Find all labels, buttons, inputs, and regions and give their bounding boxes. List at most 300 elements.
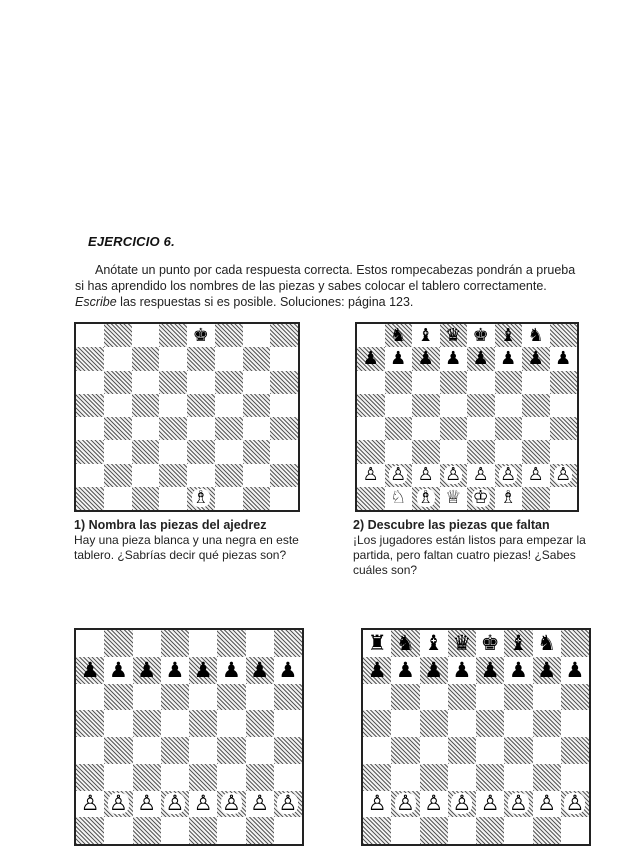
- board-square: [467, 417, 495, 440]
- board-square: [476, 764, 504, 791]
- board-square: [187, 464, 215, 487]
- black-pawn-icon: ♟: [417, 347, 434, 369]
- board-square: [76, 817, 104, 844]
- board-square: [215, 464, 243, 487]
- board-square: [495, 464, 523, 487]
- white-pawn-icon: ♙: [221, 791, 241, 816]
- board-square: [76, 417, 104, 440]
- board-square: [76, 737, 104, 764]
- black-king-icon: ♚: [472, 324, 489, 346]
- board-square: [76, 487, 104, 510]
- board-square: [270, 324, 298, 347]
- board-square: [476, 791, 504, 818]
- board-square: [357, 347, 385, 370]
- black-pawn-icon: ♟: [362, 347, 379, 369]
- board-square: [104, 440, 132, 463]
- black-pawn-icon: ♟: [565, 657, 585, 682]
- board-square: [448, 710, 476, 737]
- board-square: [363, 817, 391, 844]
- board-square: [476, 657, 504, 684]
- exercise-title: EJERCICIO 6.: [88, 234, 175, 249]
- board-square: [467, 440, 495, 463]
- white-pawn-icon: ♙: [500, 464, 517, 486]
- white-pawn-icon: ♙: [445, 464, 462, 486]
- board-square: [132, 324, 160, 347]
- board-square: [385, 417, 413, 440]
- board-square: [217, 684, 245, 711]
- board-square: [189, 657, 217, 684]
- board-square: [420, 764, 448, 791]
- board-square: [187, 440, 215, 463]
- board-square: [391, 817, 419, 844]
- board-square: [270, 371, 298, 394]
- board-square: [385, 324, 413, 347]
- white-pawn-icon: ♙: [367, 791, 387, 816]
- board-square: [385, 394, 413, 417]
- black-pawn-icon: ♟: [500, 347, 517, 369]
- board-square: [217, 737, 245, 764]
- board-square: [274, 710, 302, 737]
- board-square: [246, 630, 274, 657]
- board-square: [104, 817, 132, 844]
- black-pawn-icon: ♟: [537, 657, 557, 682]
- board-square: [357, 487, 385, 510]
- board-square: [274, 630, 302, 657]
- board-square: [391, 710, 419, 737]
- board-square: [357, 324, 385, 347]
- board-square: [215, 324, 243, 347]
- board-square: [412, 464, 440, 487]
- board-square: [533, 764, 561, 791]
- black-pawn-icon: ♟: [395, 657, 415, 682]
- board-square: [391, 737, 419, 764]
- board-square: [76, 464, 104, 487]
- board-square: [385, 347, 413, 370]
- board-square: [187, 324, 215, 347]
- black-bishop-icon: ♝: [508, 630, 528, 655]
- board-square: [215, 440, 243, 463]
- board-square: [270, 487, 298, 510]
- black-king-icon: ♚: [192, 324, 209, 346]
- board-square: [533, 657, 561, 684]
- white-pawn-icon: ♙: [452, 791, 472, 816]
- board-square: [495, 487, 523, 510]
- board-square: [76, 324, 104, 347]
- board-square: [243, 371, 271, 394]
- board-square: [561, 630, 589, 657]
- board-square: [133, 684, 161, 711]
- black-knight-icon: ♞: [395, 630, 415, 655]
- white-bishop-icon: ♗: [192, 487, 209, 509]
- board-square: [504, 630, 532, 657]
- board-square: [420, 817, 448, 844]
- board-square: [243, 347, 271, 370]
- board-square: [159, 394, 187, 417]
- board-square: [76, 371, 104, 394]
- board-square: [448, 684, 476, 711]
- board-square: [440, 487, 468, 510]
- black-pawn-icon: ♟: [527, 347, 544, 369]
- board-square: [104, 710, 132, 737]
- black-pawn-icon: ♟: [221, 657, 241, 682]
- board-square: [448, 737, 476, 764]
- board-square: [187, 394, 215, 417]
- black-pawn-icon: ♟: [555, 347, 572, 369]
- board-square: [391, 684, 419, 711]
- board-square: [246, 817, 274, 844]
- black-pawn-icon: ♟: [165, 657, 185, 682]
- white-pawn-icon: ♙: [390, 464, 407, 486]
- white-king-icon: ♔: [472, 487, 489, 509]
- white-pawn-icon: ♙: [278, 791, 298, 816]
- board-square: [467, 464, 495, 487]
- board-square: [187, 371, 215, 394]
- board-square: [412, 324, 440, 347]
- black-pawn-icon: ♟: [390, 347, 407, 369]
- board-square: [243, 464, 271, 487]
- board-puzzle-4: [361, 628, 591, 846]
- white-pawn-icon: ♙: [137, 791, 157, 816]
- black-pawn-icon: ♟: [80, 657, 100, 682]
- board-square: [550, 487, 578, 510]
- black-queen-icon: ♛: [445, 324, 462, 346]
- board-square: [533, 737, 561, 764]
- board-square: [412, 371, 440, 394]
- white-pawn-icon: ♙: [537, 791, 557, 816]
- board-square: [550, 417, 578, 440]
- board-square: [161, 684, 189, 711]
- board-square: [104, 764, 132, 791]
- board-square: [215, 347, 243, 370]
- board-square: [217, 657, 245, 684]
- board-square: [104, 371, 132, 394]
- board-square: [76, 394, 104, 417]
- board-square: [385, 371, 413, 394]
- board-square: [161, 737, 189, 764]
- puzzle-1-title: 1) Nombra las piezas del ajedrez: [74, 518, 267, 532]
- board-square: [561, 817, 589, 844]
- board-square: [533, 710, 561, 737]
- board-square: [550, 347, 578, 370]
- board-square: [246, 684, 274, 711]
- board-square: [412, 394, 440, 417]
- board-square: [561, 764, 589, 791]
- board-square: [104, 464, 132, 487]
- black-pawn-icon: ♟: [193, 657, 213, 682]
- board-square: [189, 764, 217, 791]
- board-square: [104, 791, 132, 818]
- white-pawn-icon: ♙: [108, 791, 128, 816]
- board-square: [550, 371, 578, 394]
- board-puzzle-1: [74, 322, 300, 512]
- exercise-intro: [75, 262, 585, 310]
- board-square: [420, 684, 448, 711]
- board-square: [246, 791, 274, 818]
- board-square: [522, 347, 550, 370]
- board-square: [561, 791, 589, 818]
- board-square: [76, 630, 104, 657]
- board-square: [132, 464, 160, 487]
- board-square: [495, 440, 523, 463]
- board-square: [274, 817, 302, 844]
- intro-emphasis: Escribe: [75, 295, 117, 309]
- board-square: [385, 440, 413, 463]
- white-knight-icon: ♘: [390, 487, 407, 509]
- white-pawn-icon: ♙: [80, 791, 100, 816]
- board-square: [159, 324, 187, 347]
- board-square: [440, 464, 468, 487]
- black-bishop-icon: ♝: [500, 324, 517, 346]
- black-pawn-icon: ♟: [367, 657, 387, 682]
- board-square: [385, 487, 413, 510]
- black-queen-icon: ♛: [452, 630, 472, 655]
- board-square: [243, 324, 271, 347]
- board-square: [561, 657, 589, 684]
- black-pawn-icon: ♟: [445, 347, 462, 369]
- board-square: [448, 791, 476, 818]
- board-square: [217, 630, 245, 657]
- board-square: [522, 417, 550, 440]
- board-square: [550, 324, 578, 347]
- board-square: [104, 657, 132, 684]
- board-square: [476, 630, 504, 657]
- board-square: [504, 710, 532, 737]
- black-knight-icon: ♞: [527, 324, 544, 346]
- board-square: [189, 737, 217, 764]
- board-square: [187, 487, 215, 510]
- board-square: [504, 817, 532, 844]
- board-square: [246, 710, 274, 737]
- board-square: [161, 817, 189, 844]
- puzzle-2-text: ¡Los jugadores están listos para empezar la partida, pero faltan cuatro piezas! ¿Sabes cuáles son?: [353, 533, 586, 577]
- intro-text-end: las respuestas si es posible. Soluciones: página 123.: [116, 295, 414, 309]
- board-square: [159, 347, 187, 370]
- board-square: [243, 417, 271, 440]
- board-square: [274, 657, 302, 684]
- board-square: [274, 791, 302, 818]
- board-square: [104, 417, 132, 440]
- board-square: [104, 324, 132, 347]
- board-square: [533, 630, 561, 657]
- board-square: [133, 657, 161, 684]
- board-square: [357, 464, 385, 487]
- board-square: [391, 630, 419, 657]
- board-square: [104, 737, 132, 764]
- board-square: [217, 764, 245, 791]
- caption-puzzle-1: [74, 518, 314, 563]
- board-square: [357, 371, 385, 394]
- white-pawn-icon: ♙: [362, 464, 379, 486]
- board-square: [391, 764, 419, 791]
- black-king-icon: ♚: [480, 630, 500, 655]
- black-pawn-icon: ♟: [508, 657, 528, 682]
- board-square: [412, 487, 440, 510]
- board-square: [243, 440, 271, 463]
- board-square: [391, 657, 419, 684]
- board-square: [246, 737, 274, 764]
- board-square: [467, 371, 495, 394]
- white-pawn-icon: ♙: [472, 464, 489, 486]
- board-square: [76, 764, 104, 791]
- board-square: [363, 684, 391, 711]
- board-square: [522, 440, 550, 463]
- board-square: [76, 710, 104, 737]
- board-square: [476, 737, 504, 764]
- board-square: [420, 710, 448, 737]
- board-square: [476, 710, 504, 737]
- board-square: [159, 417, 187, 440]
- board-square: [189, 817, 217, 844]
- board-square: [132, 440, 160, 463]
- board-square: [104, 487, 132, 510]
- board-square: [412, 417, 440, 440]
- board-square: [357, 440, 385, 463]
- board-square: [363, 710, 391, 737]
- white-pawn-icon: ♙: [555, 464, 572, 486]
- black-pawn-icon: ♟: [250, 657, 270, 682]
- board-square: [132, 417, 160, 440]
- black-pawn-icon: ♟: [137, 657, 157, 682]
- black-pawn-icon: ♟: [480, 657, 500, 682]
- white-bishop-icon: ♗: [500, 487, 517, 509]
- white-pawn-icon: ♙: [250, 791, 270, 816]
- board-square: [420, 657, 448, 684]
- white-bishop-icon: ♗: [417, 487, 434, 509]
- board-square: [561, 684, 589, 711]
- board-square: [412, 440, 440, 463]
- board-square: [215, 417, 243, 440]
- board-square: [133, 791, 161, 818]
- black-pawn-icon: ♟: [108, 657, 128, 682]
- black-pawn-icon: ♟: [278, 657, 298, 682]
- board-square: [448, 764, 476, 791]
- white-pawn-icon: ♙: [565, 791, 585, 816]
- board-square: [550, 464, 578, 487]
- puzzle-1-text: Hay una pieza blanca y una negra en este tablero. ¿Sabrías decir qué piezas son?: [74, 533, 299, 562]
- board-square: [243, 487, 271, 510]
- board-square: [104, 630, 132, 657]
- black-bishop-icon: ♝: [417, 324, 434, 346]
- board-square: [246, 657, 274, 684]
- board-square: [76, 791, 104, 818]
- board-square: [133, 630, 161, 657]
- board-square: [467, 394, 495, 417]
- white-pawn-icon: ♙: [424, 791, 444, 816]
- board-square: [274, 684, 302, 711]
- board-square: [440, 394, 468, 417]
- board-square: [159, 487, 187, 510]
- board-square: [522, 487, 550, 510]
- board-square: [270, 440, 298, 463]
- white-pawn-icon: ♙: [508, 791, 528, 816]
- board-square: [495, 347, 523, 370]
- board-square: [104, 684, 132, 711]
- board-square: [550, 394, 578, 417]
- board-puzzle-2: [355, 322, 579, 512]
- board-square: [133, 764, 161, 791]
- board-square: [550, 440, 578, 463]
- black-pawn-icon: ♟: [472, 347, 489, 369]
- board-square: [159, 464, 187, 487]
- white-pawn-icon: ♙: [480, 791, 500, 816]
- white-pawn-icon: ♙: [417, 464, 434, 486]
- board-square: [533, 791, 561, 818]
- board-square: [132, 371, 160, 394]
- board-square: [363, 630, 391, 657]
- board-square: [187, 417, 215, 440]
- board-square: [420, 791, 448, 818]
- board-square: [522, 324, 550, 347]
- board-square: [189, 791, 217, 818]
- board-square: [246, 764, 274, 791]
- board-square: [440, 347, 468, 370]
- board-square: [522, 464, 550, 487]
- white-pawn-icon: ♙: [165, 791, 185, 816]
- board-square: [161, 710, 189, 737]
- board-square: [495, 417, 523, 440]
- black-knight-icon: ♞: [537, 630, 557, 655]
- board-square: [504, 791, 532, 818]
- board-square: [243, 394, 271, 417]
- board-square: [533, 817, 561, 844]
- board-square: [76, 684, 104, 711]
- board-square: [495, 371, 523, 394]
- white-queen-icon: ♕: [445, 487, 462, 509]
- board-square: [420, 630, 448, 657]
- board-square: [76, 440, 104, 463]
- board-square: [274, 764, 302, 791]
- board-square: [215, 371, 243, 394]
- board-square: [132, 487, 160, 510]
- board-square: [495, 324, 523, 347]
- board-square: [448, 817, 476, 844]
- board-square: [217, 791, 245, 818]
- black-rook-icon: ♜: [367, 630, 387, 655]
- board-square: [161, 764, 189, 791]
- board-square: [133, 817, 161, 844]
- board-square: [189, 710, 217, 737]
- board-puzzle-3: [74, 628, 304, 846]
- board-square: [161, 657, 189, 684]
- board-square: [132, 347, 160, 370]
- board-square: [133, 737, 161, 764]
- board-square: [476, 684, 504, 711]
- white-pawn-icon: ♙: [193, 791, 213, 816]
- board-square: [104, 347, 132, 370]
- board-square: [504, 737, 532, 764]
- board-square: [561, 737, 589, 764]
- board-square: [533, 684, 561, 711]
- board-square: [561, 710, 589, 737]
- board-square: [189, 684, 217, 711]
- board-square: [357, 394, 385, 417]
- intro-text: Anótate un punto por cada respuesta correcta. Estos rompecabezas pondrán a prueba si has aprendido los nombres de las piezas y sabes colocar el tablero correctamente.: [75, 263, 576, 293]
- board-square: [448, 657, 476, 684]
- board-square: [467, 324, 495, 347]
- board-square: [504, 657, 532, 684]
- black-knight-icon: ♞: [390, 324, 407, 346]
- board-square: [504, 764, 532, 791]
- board-square: [132, 394, 160, 417]
- board-square: [161, 791, 189, 818]
- board-square: [161, 630, 189, 657]
- board-square: [440, 324, 468, 347]
- board-square: [391, 791, 419, 818]
- board-square: [357, 417, 385, 440]
- board-square: [522, 394, 550, 417]
- board-square: [363, 657, 391, 684]
- board-square: [495, 394, 523, 417]
